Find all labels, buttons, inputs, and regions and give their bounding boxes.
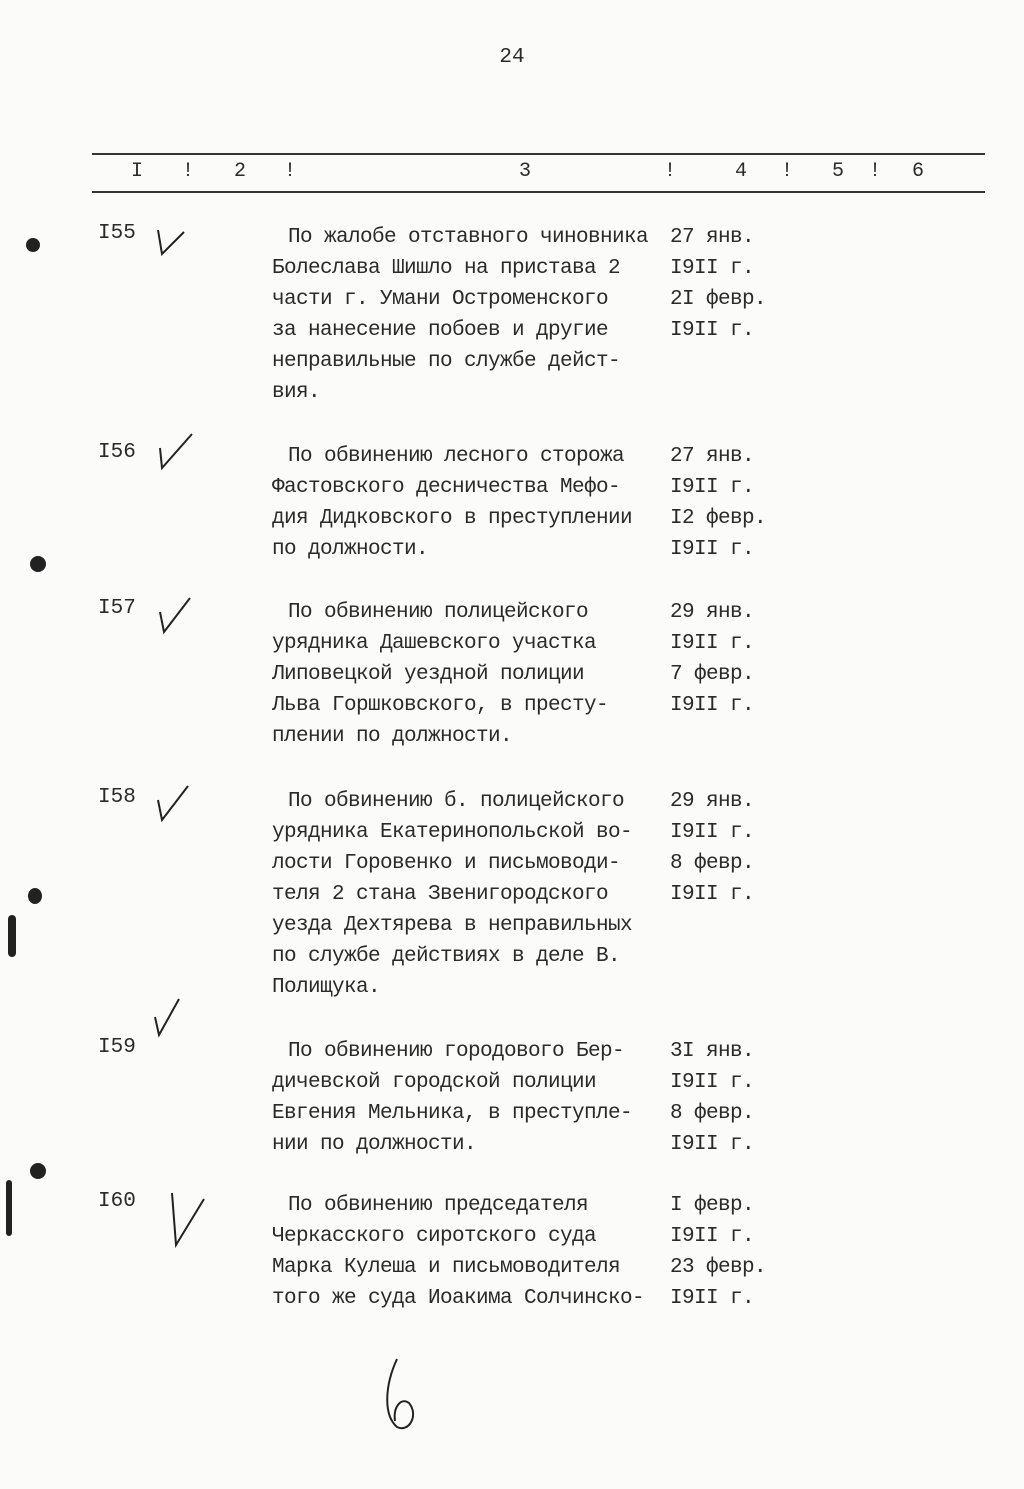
description-line: части г. Умани Остроменского [272,288,609,311]
entry-dates [670,1190,766,1314]
description-line: Льва Горшковского, в престу- [272,694,609,717]
description-line: Евгения Мельника, в преступле- [272,1102,633,1125]
header-bottom-rule [92,191,985,193]
checkmark-icon [145,995,195,1045]
entry-dates [670,222,766,346]
entry-number: I56 [98,441,136,464]
description-line: по службе действиях в деле В. [272,945,621,968]
col-separator: ! [869,160,882,183]
entry-dates [670,597,754,721]
col-6-header: 6 [912,160,925,183]
description-line: Полищука. [272,976,381,999]
description-line: Фастовского десничества Мефо- [272,476,621,499]
checkmark-icon [160,1185,220,1255]
col-1-header: I [131,160,144,183]
date-line: I9II г. [670,632,755,655]
date-line: I9II г. [670,883,755,906]
description-line: по должности. [272,538,429,561]
date-line: 27 янв. [670,445,755,468]
date-line: 8 февр. [670,1102,755,1125]
description-line: По обвинению председателя [288,1194,589,1217]
description-line: дия Дидковского в преступлении [272,507,633,530]
description-line: По жалобе отставного чиновника [288,226,649,249]
date-line: I февр. [670,1194,755,1217]
description-line: По обвинению полицейского [288,601,589,624]
header-top-rule [92,153,985,155]
binding-hole-mark [30,1163,46,1179]
entry-description [272,441,632,565]
description-line: По обвинению лесного сторожа [288,445,625,468]
binding-hole-mark [28,888,42,904]
entry-number: I55 [98,222,136,245]
col-separator: ! [664,160,677,183]
entry-dates [670,1036,754,1160]
col-separator: ! [182,160,195,183]
date-line: I9II г. [670,694,755,717]
description-line: неправильные по службе дейст- [272,350,621,373]
description-line: теля 2 стана Звенигородского [272,883,609,906]
description-line: По обвинению б. полицейского [288,790,625,813]
description-line: По обвинению городового Бер- [288,1040,625,1063]
description-line: нии по должности. [272,1133,477,1156]
entry-description [272,786,632,1003]
date-line: I9II г. [670,476,755,499]
description-line: дичевской городской полиции [272,1071,597,1094]
col-separator: ! [284,160,297,183]
col-separator: ! [781,160,794,183]
col-2-header: 2 [234,160,247,183]
entry-number: I58 [98,786,136,809]
description-line: Болеслава Шишло на пристава 2 [272,257,621,280]
entry-number: I57 [98,597,136,620]
col-3-header: 3 [519,160,532,183]
date-line: 8 февр. [670,852,755,875]
entry-description [272,1190,644,1314]
binding-hole-mark [26,238,40,252]
date-line: 23 февр. [670,1256,767,1279]
description-line: Липовецкой уездной полиции [272,663,585,686]
date-line: 29 янв. [670,601,755,624]
date-line: I2 февр. [670,507,767,530]
description-line: урядника Екатеринопольской во- [272,821,633,844]
date-line: I9II г. [670,1287,755,1310]
entry-description [272,222,648,408]
entry-dates [670,786,754,910]
binding-hole-mark [8,915,16,957]
binding-hole-mark [6,1180,12,1236]
date-line: I9II г. [670,1225,755,1248]
checkmark-icon [150,428,200,478]
date-line: 7 февр. [670,663,755,686]
date-line: I9II г. [670,257,755,280]
entry-number: I59 [98,1036,136,1059]
checkmark-icon [150,222,200,262]
entry-number: I60 [98,1190,136,1213]
date-line: 29 янв. [670,790,755,813]
entry-description [272,1036,632,1160]
date-line: I9II г. [670,538,755,561]
description-line: уезда Дехтярева в неправильных [272,914,633,937]
entry-description [272,597,608,752]
binding-hole-mark [30,556,46,572]
date-line: I9II г. [670,319,755,342]
description-line: Черкасского сиротского суда [272,1225,597,1248]
description-line: лости Горовенко и письмоводи- [272,852,621,875]
description-line: Марка Кулеша и письмоводителя [272,1256,621,1279]
col-4-header: 4 [735,160,748,183]
description-line: урядника Дашевского участка [272,632,597,655]
checkmark-icon [150,592,200,642]
date-line: 27 янв. [670,226,755,249]
date-line: I9II г. [670,821,755,844]
description-line: за нанесение побоев и другие [272,319,609,342]
handwritten-folio-number [375,1355,435,1435]
description-line: того же суда Иоакима Солчинско- [272,1287,645,1310]
date-line: 3I янв. [670,1040,755,1063]
description-line: плении по должности. [272,725,513,748]
page-number: 24 [499,46,525,69]
checkmark-icon [150,780,200,830]
col-5-header: 5 [832,160,845,183]
date-line: I9II г. [670,1133,755,1156]
date-line: I9II г. [670,1071,755,1094]
date-line: 2I февр. [670,288,767,311]
description-line: вия. [272,381,321,404]
entry-dates [670,441,766,565]
